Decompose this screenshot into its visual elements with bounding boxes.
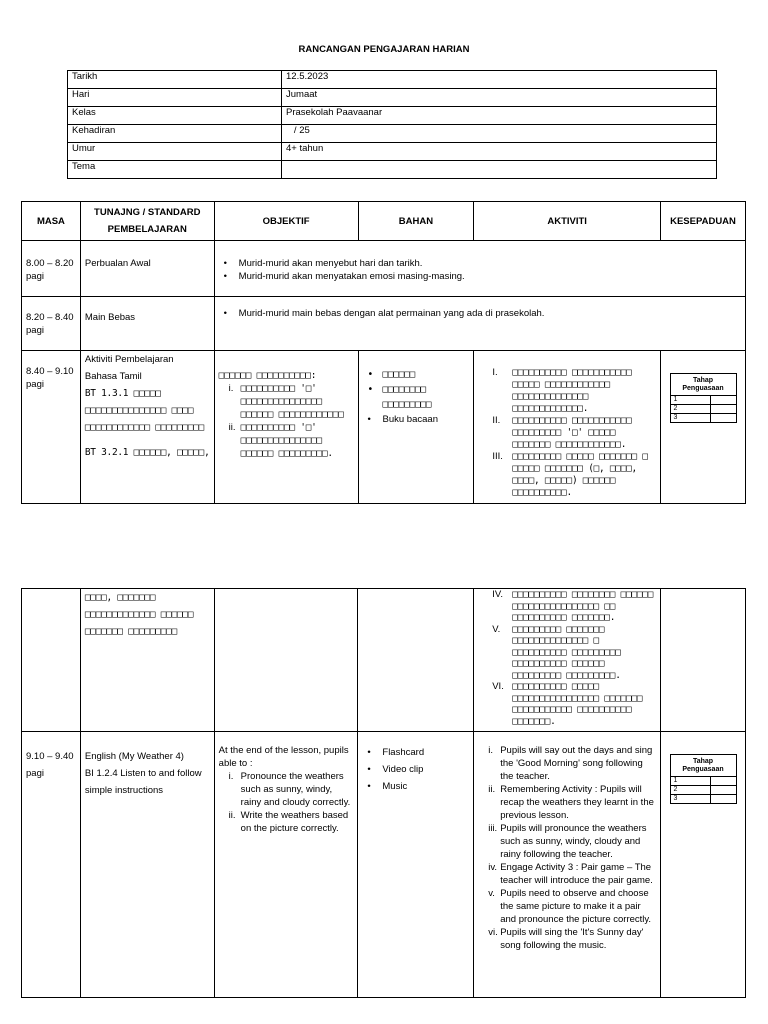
list-item: • Flashcard: [362, 744, 469, 761]
item-number: ii.: [488, 784, 496, 795]
item-number: i.: [488, 745, 493, 756]
kesepaduan-cell: [661, 732, 746, 998]
objektif-cell: [214, 589, 358, 732]
list-item: • Murid-murid main bebas dengan alat permainan yang ada di prasekolah.: [219, 307, 741, 320]
item-number: iii.: [488, 823, 498, 834]
item-text: □□□□□□□□□ □□□□□□□ □□□□□□□□□□□□□□ □ □□□□□□□□□□ □□□□□□□□□ □□□□□□□□□□ □□□□□□ □□□□□□□□□ □□□□□□□□□.: [512, 623, 621, 681]
item-text: □□□□□□□□□□ '□' □□□□□□□□□□□□□□□ □□□□□□ □□□□□□□□□□□□: [240, 383, 344, 420]
info-value: Jumaat: [282, 89, 717, 107]
list-item: [478, 861, 656, 887]
table-row: [22, 297, 746, 351]
tunjang-line: English (My Weather 4): [84, 751, 184, 762]
table-row: [22, 732, 746, 998]
aktiviti-cell: [474, 732, 661, 998]
info-label: Tarikh: [68, 71, 282, 89]
info-value: 4+ tahun: [282, 143, 717, 161]
info-value: [282, 161, 717, 179]
tahap-box[interactable]: [710, 777, 736, 786]
tahap-level: 3: [670, 414, 710, 423]
tunjang-line: BI 1.2.4 Listen to and follow simple instructions: [84, 768, 202, 796]
item-text: □□□□□□□□□ □□□□□ □□□□□□□ □ □□□□□ □□□□□□□ (□, □□□□, □□□□, □□□□□) □□□□□□ □□□□□□□□□□.: [512, 451, 648, 498]
tunjang-line: BT 3.2.1 □□□□□□, □□□□□,: [84, 447, 210, 458]
masa-cell: [22, 589, 81, 732]
header-aktiviti: AKTIVITI: [474, 202, 661, 241]
list-item: [219, 770, 354, 809]
list-item: • Murid-murid akan menyatakan emosi masing-masing.: [219, 270, 741, 283]
info-label: Hari: [68, 89, 282, 107]
header-row: [22, 202, 746, 241]
item-text: □□□□□□□□□□ □□□□□□□□□□□ □□□□□ □□□□□□□□□□□□ □□□□□□□□□□□□□□ □□□□□□□□□□□□□.: [512, 367, 632, 414]
item-text: Pupils will pronounce the weathers such as sunny, windy, cloudy and rainy following the teacher.: [500, 823, 647, 860]
list-item: [478, 367, 656, 415]
item-number: v.: [488, 888, 495, 899]
kesepaduan-cell: [661, 589, 746, 732]
list-item: • Music: [362, 778, 469, 795]
item-number: I.: [492, 367, 498, 378]
item-text: Pronounce the weathers such as sunny, windy, rainy and cloudy correctly.: [240, 771, 351, 808]
tunjang-line: Aktiviti Pembelajaran: [84, 354, 174, 365]
list-item: [478, 926, 656, 952]
info-value: Prasekolah Paavaanar: [282, 107, 717, 125]
masa-cell: 9.10 – 9.40 pagi: [22, 732, 81, 998]
tahap-title: Tahap Penguasaan: [670, 755, 736, 777]
list-item: [478, 744, 656, 783]
info-table: [67, 70, 717, 179]
item-number: IV.: [492, 589, 503, 600]
item-text: Pupils will say out the days and sing the 'Good Morning' song following the teacher.: [500, 745, 653, 782]
info-row: [68, 143, 717, 161]
bullet-list: [219, 257, 741, 283]
table-row: [22, 351, 746, 504]
objective-span-cell: [214, 297, 745, 351]
item-number: VI.: [492, 681, 504, 692]
list-item: • Buku bacaan: [363, 412, 470, 427]
info-row: [68, 161, 717, 179]
info-row: [68, 107, 717, 125]
tunjang-line: BT 1.3.1 □□□□□ □□□□□□□□□□□□□□□ □□□□ □□□□□□□□□□□□ □□□□□□□□□: [84, 388, 205, 433]
list-item: [478, 681, 656, 727]
aktiviti-cell: [474, 351, 661, 504]
list-item: [478, 415, 656, 451]
tahap-penguasaan-table: [670, 373, 737, 423]
list-item: [478, 887, 656, 926]
item-number: i.: [228, 771, 234, 782]
lesson-plan-table-continued: [21, 588, 746, 998]
tahap-level: 2: [670, 786, 710, 795]
tunjang-cell: [80, 732, 214, 998]
tahap-level: 1: [670, 777, 710, 786]
list-item: [478, 451, 656, 499]
info-label: Kelas: [68, 107, 282, 125]
item-number: II.: [492, 415, 501, 426]
bullet-list: [219, 307, 741, 320]
list-item: [478, 589, 656, 624]
header-objektif: OBJEKTIF: [214, 202, 358, 241]
list-item: [219, 809, 354, 835]
table-row: [22, 241, 746, 297]
list-item: [219, 421, 354, 460]
list-item: • Murid-murid akan menyebut hari dan tarikh.: [219, 257, 741, 270]
tahap-box[interactable]: [710, 396, 736, 405]
info-row: [68, 89, 717, 107]
item-text: Write the weathers based on the picture correctly.: [240, 810, 349, 834]
tahap-title: Tahap Penguasaan: [670, 374, 736, 396]
tahap-level: 3: [670, 795, 710, 804]
info-label: Kehadiran: [68, 125, 282, 143]
item-text: Engage Activity 3 : Pair game – The teacher will introduce the pair game.: [500, 862, 653, 886]
item-text: Pupils will sing the 'It's Sunny day' song following the music.: [500, 927, 644, 951]
masa-cell: 8.40 – 9.10 pagi: [22, 351, 81, 504]
item-text: □□□□□□□□□□ '□' □□□□□□□□□□□□□□□ □□□□□□ □□□□□□□□□.: [240, 422, 333, 459]
list-item: [478, 783, 656, 822]
header-tunjang: TUNAJNG / STANDARD PEMBELAJARAN: [80, 202, 214, 241]
item-text: Remembering Activity : Pupils will recap the weathers they learnt in the previous lesson.: [500, 784, 654, 821]
tahap-box[interactable]: [710, 405, 736, 414]
item-number: i.: [228, 383, 234, 394]
header-kesepaduan: KESEPADUAN: [661, 202, 746, 241]
bahan-cell: [358, 351, 474, 504]
objective-span-cell: [214, 241, 745, 297]
info-label: Umur: [68, 143, 282, 161]
info-row: [68, 71, 717, 89]
item-text: □□□□□□□□□□ □□□□□□□□□□□ □□□□□□□□□ '□' □□□□□ □□□□□□□ □□□□□□□□□□□□.: [512, 415, 632, 450]
item-text: □□□□□□□□□□ □□□□□□□□ □□□□□□ □□□□□□□□□□□□□□□□ □□ □□□□□□□□□□ □□□□□□□.: [512, 589, 654, 623]
info-value: / 25: [282, 125, 717, 143]
info-value: 12.5.2023: [282, 71, 717, 89]
item-text: Pupils need to observe and choose the same picture to make it a pair and pronounce the picture correctly.: [500, 888, 652, 925]
table-row: [22, 589, 746, 732]
list-item: [219, 382, 354, 421]
list-item: [478, 822, 656, 861]
item-number: ii.: [228, 422, 236, 433]
tahap-box[interactable]: [710, 786, 736, 795]
masa-cell: 8.00 – 8.20 pagi: [22, 241, 81, 297]
item-text: □□□□□□□□□□ □□□□□ □□□□□□□□□□□□□□□□ □□□□□□□ □□□□□□□□□□□ □□□□□□□□□□ □□□□□□□.: [512, 681, 643, 727]
tahap-level: 2: [670, 405, 710, 414]
kesepaduan-cell: [661, 351, 746, 504]
info-row: [68, 125, 717, 143]
objektif-intro: At the end of the lesson, pupils able to :: [218, 745, 349, 769]
tunjang-cell: [80, 351, 214, 504]
objektif-cell: [214, 732, 358, 998]
masa-cell: 8.20 – 8.40 pagi: [22, 297, 81, 351]
tahap-box[interactable]: [710, 414, 736, 423]
list-item: [478, 624, 656, 682]
tunjang-cell: □□□□, □□□□□□□ □□□□□□□□□□□□□ □□□□□□ □□□□□□□ □□□□□□□□□: [80, 589, 214, 732]
page-title: RANCANGAN PENGAJARAN HARIAN: [298, 44, 470, 55]
header-masa: MASA: [22, 202, 81, 241]
aktiviti-cell: [474, 589, 661, 732]
bahan-cell: [358, 732, 474, 998]
tunjang-cell: Perbualan Awal: [80, 241, 214, 297]
item-number: iv.: [488, 862, 498, 873]
tunjang-line: Bahasa Tamil: [84, 371, 142, 382]
item-number: vi.: [488, 927, 498, 938]
objektif-intro: □□□□□□ □□□□□□□□□□:: [218, 370, 317, 381]
bahan-cell: [358, 589, 474, 732]
lesson-plan-table: [21, 201, 746, 504]
tahap-level: 1: [670, 396, 710, 405]
tahap-box[interactable]: [710, 795, 736, 804]
item-number: ii.: [228, 810, 236, 821]
tahap-penguasaan-table: [670, 754, 737, 804]
list-item: • □□□□□□□□ □□□□□□□□□: [363, 382, 470, 412]
info-label: Tema: [68, 161, 282, 179]
item-number: V.: [492, 623, 501, 635]
tunjang-cell: Main Bebas: [80, 297, 214, 351]
objektif-cell: [214, 351, 358, 504]
header-bahan: BAHAN: [358, 202, 474, 241]
item-number: III.: [492, 451, 503, 462]
list-item: • □□□□□□: [363, 367, 470, 382]
list-item: • Video clip: [362, 761, 469, 778]
